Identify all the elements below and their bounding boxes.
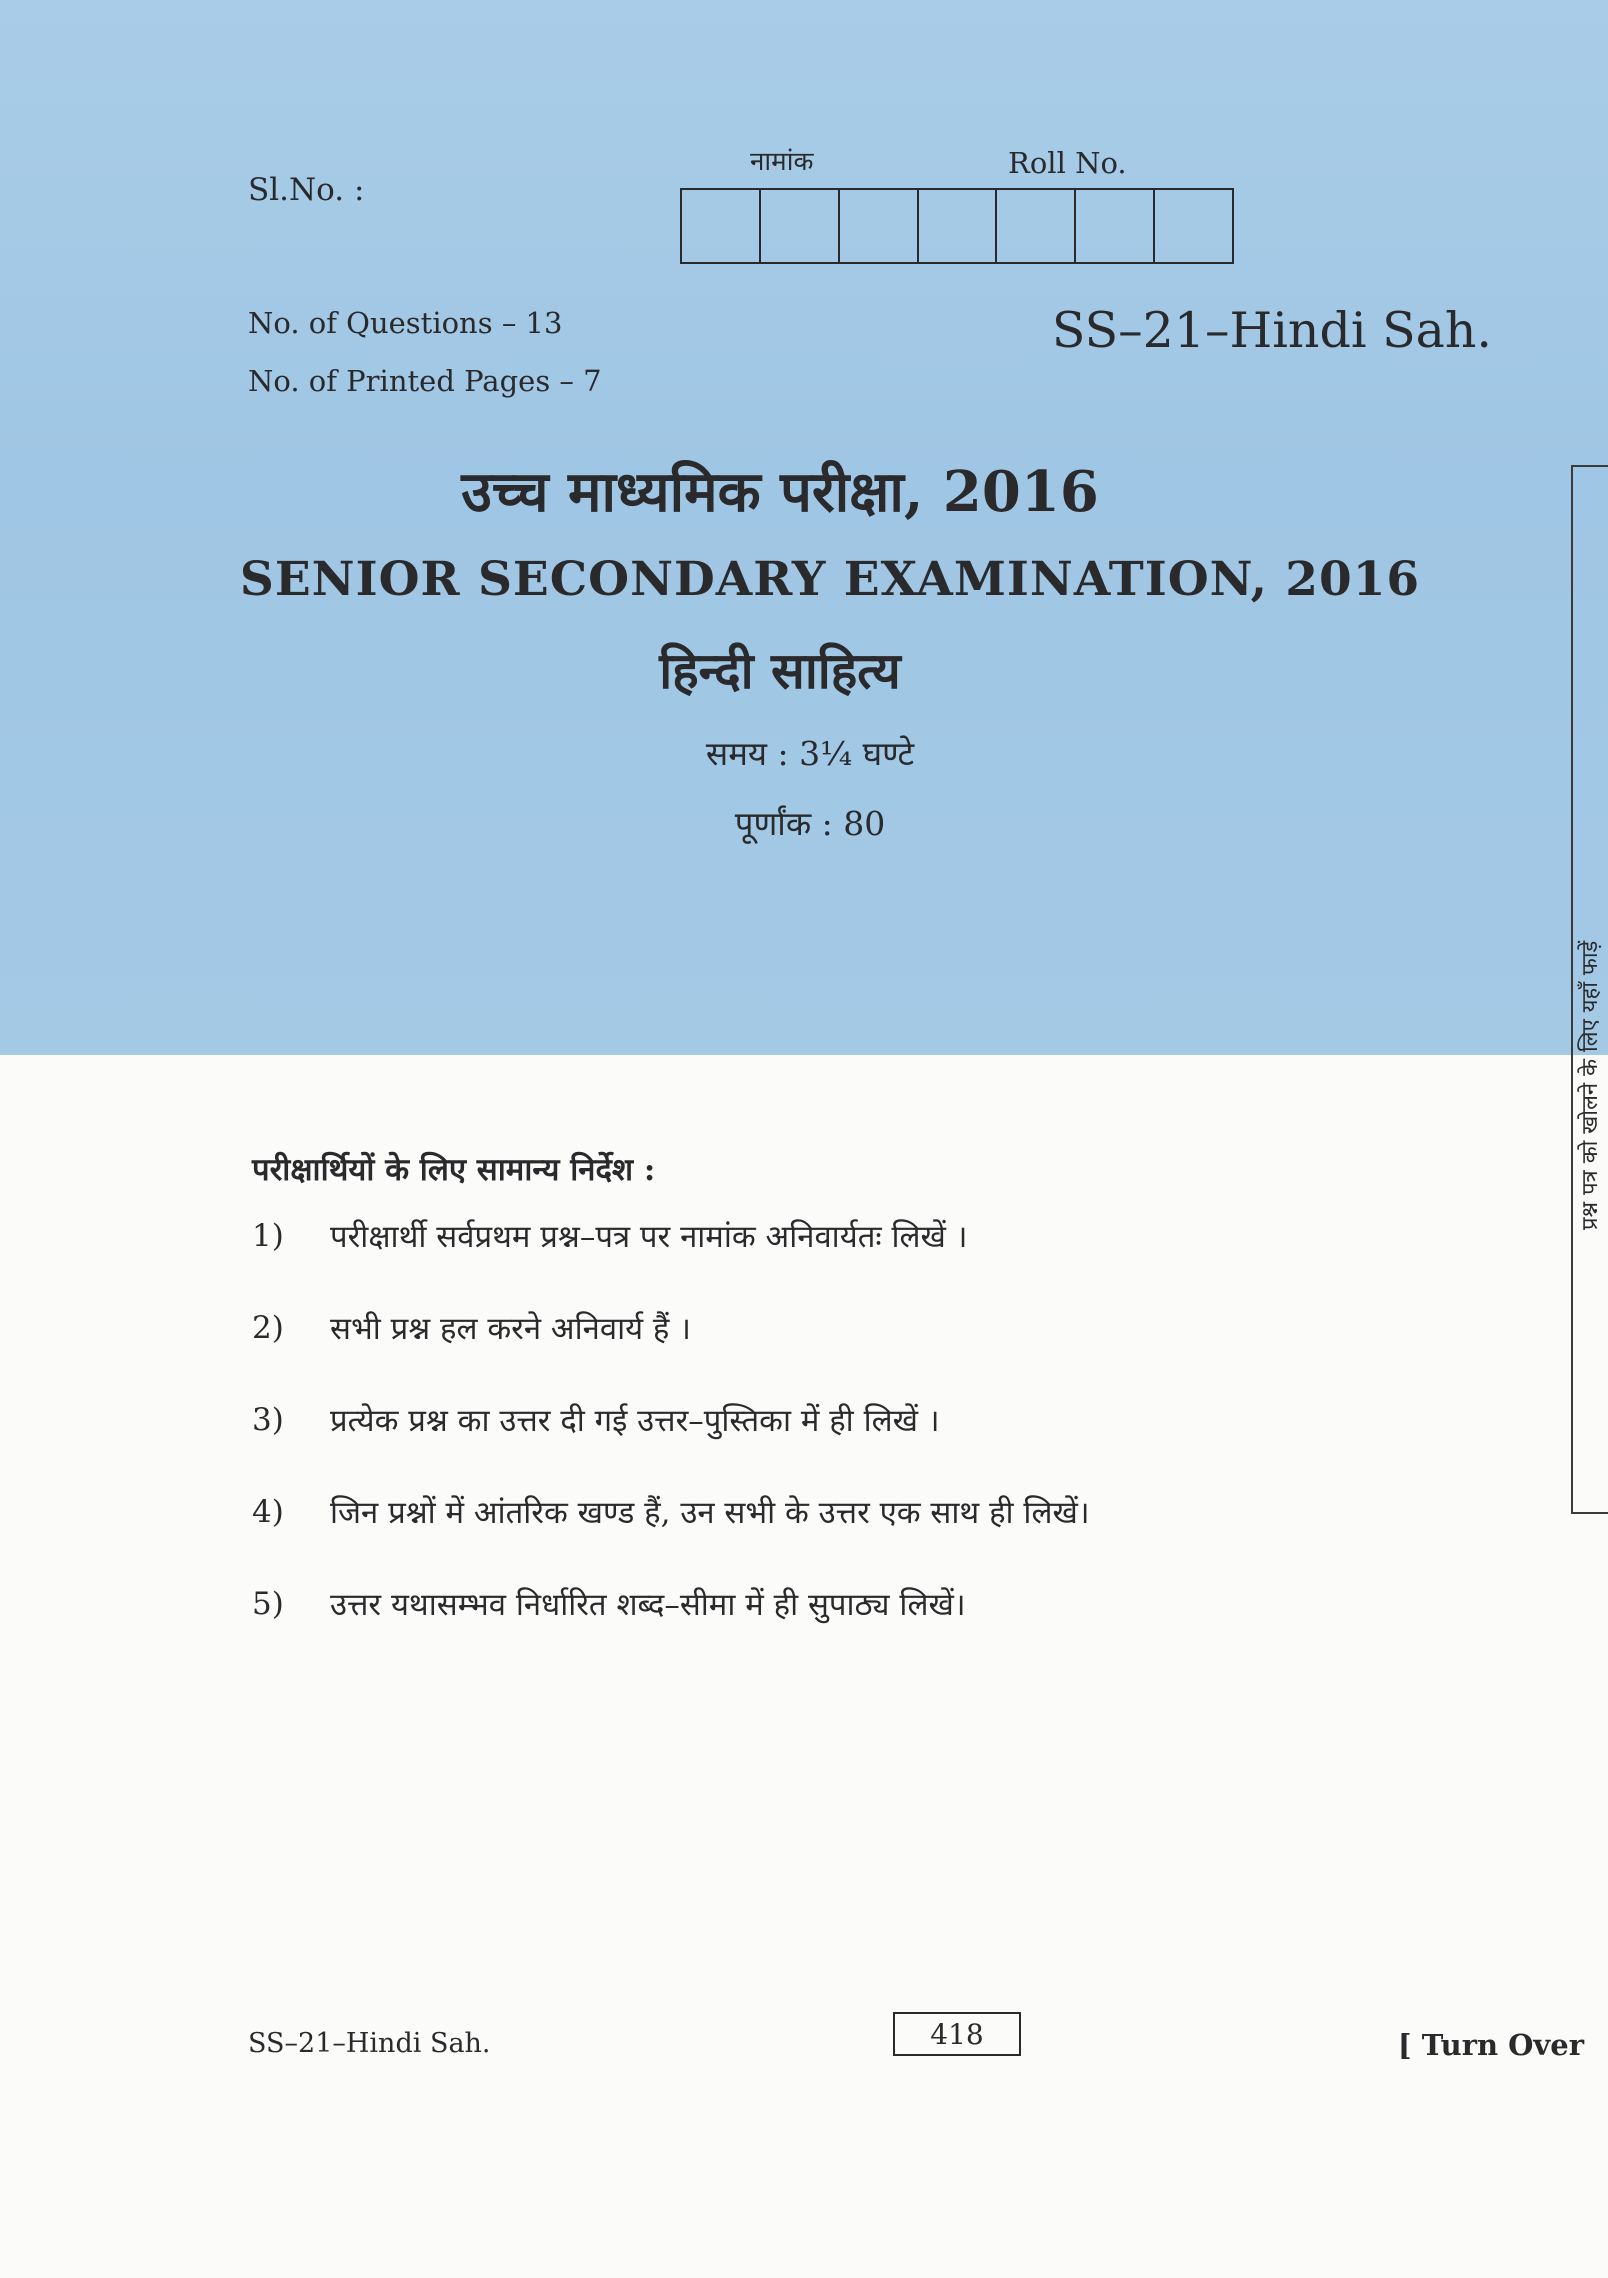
instruction-text: प्रत्येक प्रश्न का उत्तर दी गई उत्तर–पुस्तिका में ही लिखें । — [330, 1403, 940, 1439]
roll-digit-box[interactable] — [682, 190, 761, 262]
instruction-number: 1) — [252, 1218, 284, 1254]
turn-over-label: [ Turn Over — [1397, 2028, 1584, 2062]
instruction-item — [252, 1282, 1090, 1374]
paper-code: SS–21–Hindi Sah. — [1051, 302, 1492, 359]
instruction-number: 5) — [252, 1586, 284, 1622]
roll-digit-box[interactable] — [997, 190, 1076, 262]
number-of-questions: No. of Questions – 13 — [248, 306, 563, 340]
number-of-printed-pages: No. of Printed Pages – 7 — [248, 364, 602, 398]
instruction-text: सभी प्रश्न हल करने अनिवार्य हैं । — [330, 1311, 692, 1347]
roll-digit-box[interactable] — [761, 190, 840, 262]
exam-duration: समय : 3¼ घण्टे — [705, 734, 915, 773]
page-code-box: 418 — [893, 2012, 1021, 2056]
instruction-item — [252, 1374, 1090, 1466]
serial-number-label: Sl.No. : — [248, 172, 365, 208]
roll-number-label: Roll No. — [1008, 146, 1127, 180]
footer-paper-code: SS–21–Hindi Sah. — [248, 2028, 491, 2059]
instruction-text: उत्तर यथासम्भव निर्धारित शब्द–सीमा में ही सुपाठ्य लिखें। — [330, 1587, 966, 1623]
roll-digit-box[interactable] — [1155, 190, 1232, 262]
instruction-item — [252, 1466, 1090, 1558]
roll-digit-box[interactable] — [919, 190, 998, 262]
instruction-number: 3) — [252, 1402, 284, 1438]
tear-strip-label: प्रश्न पत्र को खोलने के लिए यहाँ फाड़ें — [1578, 940, 1603, 1230]
instruction-number: 2) — [252, 1310, 284, 1346]
tear-strip-label-wrap — [1576, 800, 1606, 1230]
instructions-heading: परीक्षार्थियों के लिए सामान्य निर्देश : — [252, 1152, 656, 1188]
instruction-item — [252, 1558, 1090, 1650]
roll-number-boxes — [680, 188, 1234, 264]
exam-title-english: SENIOR SECONDARY EXAMINATION, 2016 — [239, 552, 1421, 607]
exam-title-hindi: उच्च माध्यमिक परीक्षा, 2016 — [461, 459, 1099, 525]
instructions-list — [252, 1190, 1090, 1650]
roll-digit-box[interactable] — [840, 190, 919, 262]
roll-digit-box[interactable] — [1076, 190, 1155, 262]
instruction-text: परीक्षार्थी सर्वप्रथम प्रश्न–पत्र पर नामांक अनिवार्यतः लिखें । — [330, 1219, 968, 1255]
namank-label: नामांक — [750, 147, 814, 177]
instruction-text: जिन प्रश्नों में आंतरिक खण्ड हैं, उन सभी के उत्तर एक साथ ही लिखें। — [330, 1495, 1090, 1531]
instruction-item — [252, 1190, 1090, 1282]
subject-title: हिन्दी साहित्य — [659, 641, 901, 700]
instruction-number: 4) — [252, 1494, 284, 1530]
maximum-marks: पूर्णांक : 80 — [734, 804, 886, 843]
